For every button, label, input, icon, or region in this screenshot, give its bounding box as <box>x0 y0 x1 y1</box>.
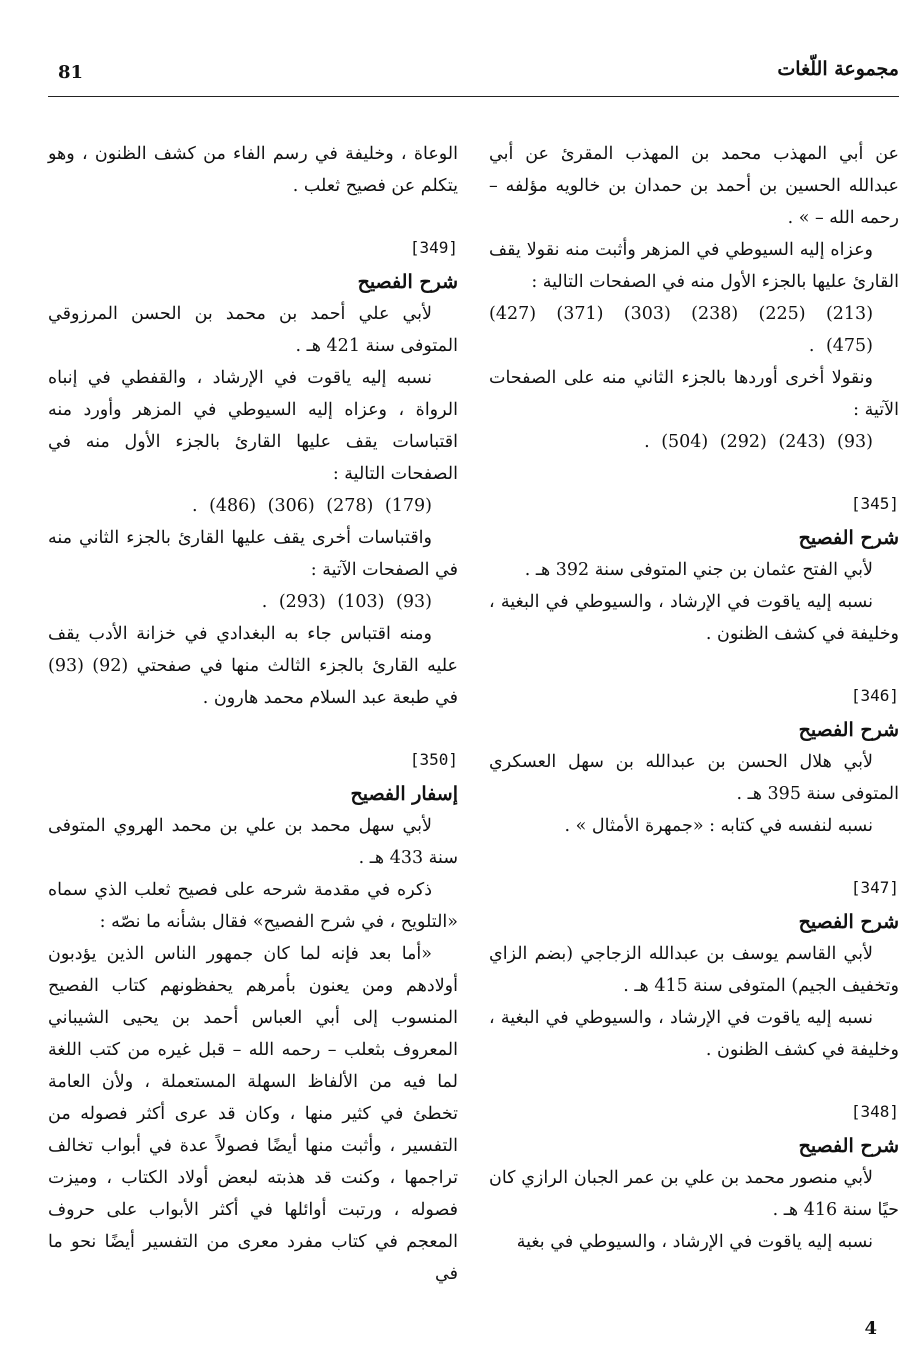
entry-title: شرح الفصيح <box>798 1135 899 1157</box>
entry-number: [350] <box>409 750 458 769</box>
page-number: 81 <box>58 62 84 83</box>
entry-number: [345] <box>850 494 899 513</box>
entry-350 <box>48 744 458 1290</box>
continued-paragraph: الوعاة ، وخليفة في رسم الفاء من كشف الظنون ، وهو يتكلم عن فصيح ثعلب . <box>48 144 458 196</box>
entry-number: [347] <box>850 878 899 897</box>
entry-body: واقتباسات أخرى يقف عليها القارئ بالجزء الثاني منه في الصفحات الآتية : <box>48 528 458 580</box>
right-column <box>489 138 899 1258</box>
entry-number: [346] <box>850 686 899 705</box>
entry-345 <box>489 488 899 650</box>
page-references: (93) (243) (292) (504) . <box>644 432 873 452</box>
entry-title: شرح الفصيح <box>798 911 899 933</box>
entry-author: لأبي الفتح عثمان بن جني المتوفى سنة 392 هـ . <box>524 560 873 580</box>
entry-347 <box>489 872 899 1066</box>
entry-title: إسفار الفصيح <box>350 783 458 805</box>
entry-number: [348] <box>850 1102 899 1121</box>
entry-348 <box>489 1096 899 1258</box>
entry-number: [349] <box>409 238 458 257</box>
entry-body: ذكره في مقدمة شرحه على فصيح ثعلب الذي سماه «التلويح ، في شرح الفصيح» فقال بشأنه ما نصّه : <box>48 880 458 932</box>
page-references: (179) (278) (306) (486) . <box>191 496 432 516</box>
entry-author: لأبي علي أحمد بن محمد بن الحسن المرزوقي المتوفى سنة 421 هـ . <box>48 304 458 356</box>
signature-mark: 4 <box>864 1318 877 1339</box>
paragraph: وعزاه إليه السيوطي في المزهر وأثبت منه نقولا يقف القارئ عليها بالجزء الأول منه في الصفحات التالية : <box>489 240 899 292</box>
continued-paragraph: عن أبي المهذب محمد بن المهذب المقرئ عن أبي عبدالله الحسين بن أحمد بن حمدان بن خالويه مؤلفه – رحمه الله – » . <box>489 144 899 228</box>
entry-author: لأبي القاسم يوسف بن عبدالله الزجاجي (بضم الزاي وتخفيف الجيم) المتوفى سنة 415 هـ . <box>489 944 899 996</box>
paragraph: ونقولا أخرى أوردها بالجزء الثاني منه على الصفحات الآتية : <box>489 368 899 420</box>
entry-body: نسبه إليه ياقوت في الإرشاد ، والسيوطي في البغية ، وخليفة في كشف الظنون . <box>489 592 899 644</box>
entry-body: ومنه اقتباس جاء به البغدادي في خزانة الأدب يقف عليه القارئ بالجزء الثالث منها في صفحتي (92) (93) في طبعة عبد السلام محمد هارون . <box>48 624 458 708</box>
entry-body: نسبه إليه ياقوت في الإرشاد ، والقفطي في إنباه الرواة ، وعزاه إليه السيوطي في المزهر وأورد منه اقتباسات يقف عليها القارئ بالجزء الأول منه في الصفحات التالية : <box>48 368 458 484</box>
header-rule <box>48 96 899 97</box>
entry-author: لأبي هلال الحسن بن عبدالله بن سهل العسكري المتوفى سنة 395 هـ . <box>489 752 899 804</box>
page-references: (213) (225) (238) (303) (371) (427) (475) . <box>489 304 874 356</box>
entry-body: نسبه إليه ياقوت في الإرشاد ، والسيوطي في البغية ، وخليفة في كشف الظنون . <box>489 1008 899 1060</box>
entry-349 <box>48 232 458 714</box>
entry-title: شرح الفصيح <box>357 271 458 293</box>
entry-body: نسبه لنفسه في كتابه : «جمهرة الأمثال » . <box>564 816 873 836</box>
running-header-title: مجموعة اللّغات <box>777 58 899 80</box>
entry-title: شرح الفصيح <box>798 527 899 549</box>
quotation: «أما بعد فإنه لما كان جمهور الناس الذين يؤدبون أولادهم ومن يعنون بأمرهم يحفظونهم كتاب الفصيح المنسوب إلى أبي العباس أحمد بن يحيى الشيباني المعروف بثعلب – رحمه الله – قبل غيره من كتب اللغة لما فيه من الألفاظ السهلة المستعملة ، ولأن العامة تخطئ في كثير منها ، وكان قد عرى أكثر فصوله من التفسير ، وأثبت منها أيضًا فصولاً عدة في أبواب تخالف تراجمها ، وكنت قد هذبته لبعض أولاد الكتاب ، وميزت فصوله ، ورتبت أوائلها في أكثر الأبواب على حروف المعجم في كتاب مفرد معرى من التفسير أيضًا نحو ما في <box>48 944 458 1284</box>
entry-author: لأبي منصور محمد بن علي بن عمر الجبان الرازي كان حيًا سنة 416 هـ . <box>489 1168 899 1220</box>
entry-body: نسبه إليه ياقوت في الإرشاد ، والسيوطي في بغية <box>516 1232 873 1252</box>
entry-title: شرح الفصيح <box>798 719 899 741</box>
entry-author: لأبي سهل محمد بن علي بن محمد الهروي المتوفى سنة 433 هـ . <box>48 816 458 868</box>
entry-346 <box>489 680 899 842</box>
page-references: (93) (103) (293) . <box>261 592 432 612</box>
left-column <box>48 138 458 1290</box>
